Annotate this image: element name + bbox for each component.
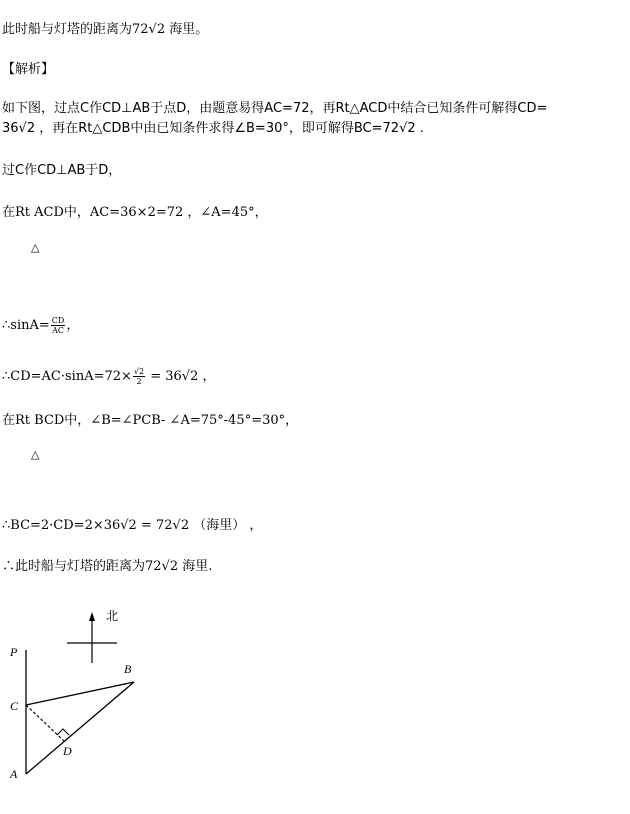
cd-suffix: = 36√2 ，: [146, 369, 216, 384]
solution-step-3: 在Rt BCD中，∠B=∠PCB- ∠A=75°-45°=30°，: [2, 413, 299, 428]
cd-numerator: √2: [133, 367, 145, 376]
label-c: C: [10, 699, 19, 713]
north-label: 北: [106, 609, 119, 623]
right-angle-mark: [57, 729, 69, 735]
solution-step-1: 过C作CD⊥AB于D，: [2, 163, 122, 178]
sin-suffix: ，: [66, 318, 80, 333]
line-cd-dashed: [26, 705, 64, 741]
answer-line: 此时船与灯塔的距离为72√2 海里。: [2, 22, 209, 37]
triangle-symbol-2: △: [31, 448, 40, 461]
cd-denominator: 2: [136, 377, 142, 386]
label-b: B: [124, 662, 132, 676]
label-p: P: [10, 645, 18, 659]
line-ab: [26, 682, 134, 774]
label-a: A: [10, 767, 18, 781]
solution-step-2: 在Rt ACD中，AC=36×2=72 ，∠A=45°，: [2, 205, 268, 220]
analysis-text-1: 如下图，过点C作CD⊥AB于点D，由题意易得AC=72，再Rt△ACD中结合已知条件可解得CD=: [2, 101, 548, 116]
label-d: D: [63, 744, 72, 758]
sin-prefix: ∴sinA=: [2, 318, 50, 333]
solution-step-bc: ∴BC=2·CD=2×36√2 = 72√2 （海里） ，: [2, 518, 263, 533]
sin-numerator: CD: [51, 316, 65, 325]
analysis-text-2: 36√2 ，再在Rt△CDB中由已知条件求得∠B=30°，即可解得BC=72√2 .: [2, 121, 424, 136]
analysis-heading: 【解析】: [2, 62, 55, 77]
line-cb: [26, 682, 134, 705]
sin-denominator: AC: [52, 326, 64, 335]
conclusion-line: ∴此时船与灯塔的距离为72√2 海里.: [2, 559, 213, 574]
triangle-symbol-1: △: [31, 241, 40, 254]
north-arrow-icon: [89, 612, 95, 621]
cd-prefix: ∴CD=AC·sinA=72×: [2, 369, 132, 384]
